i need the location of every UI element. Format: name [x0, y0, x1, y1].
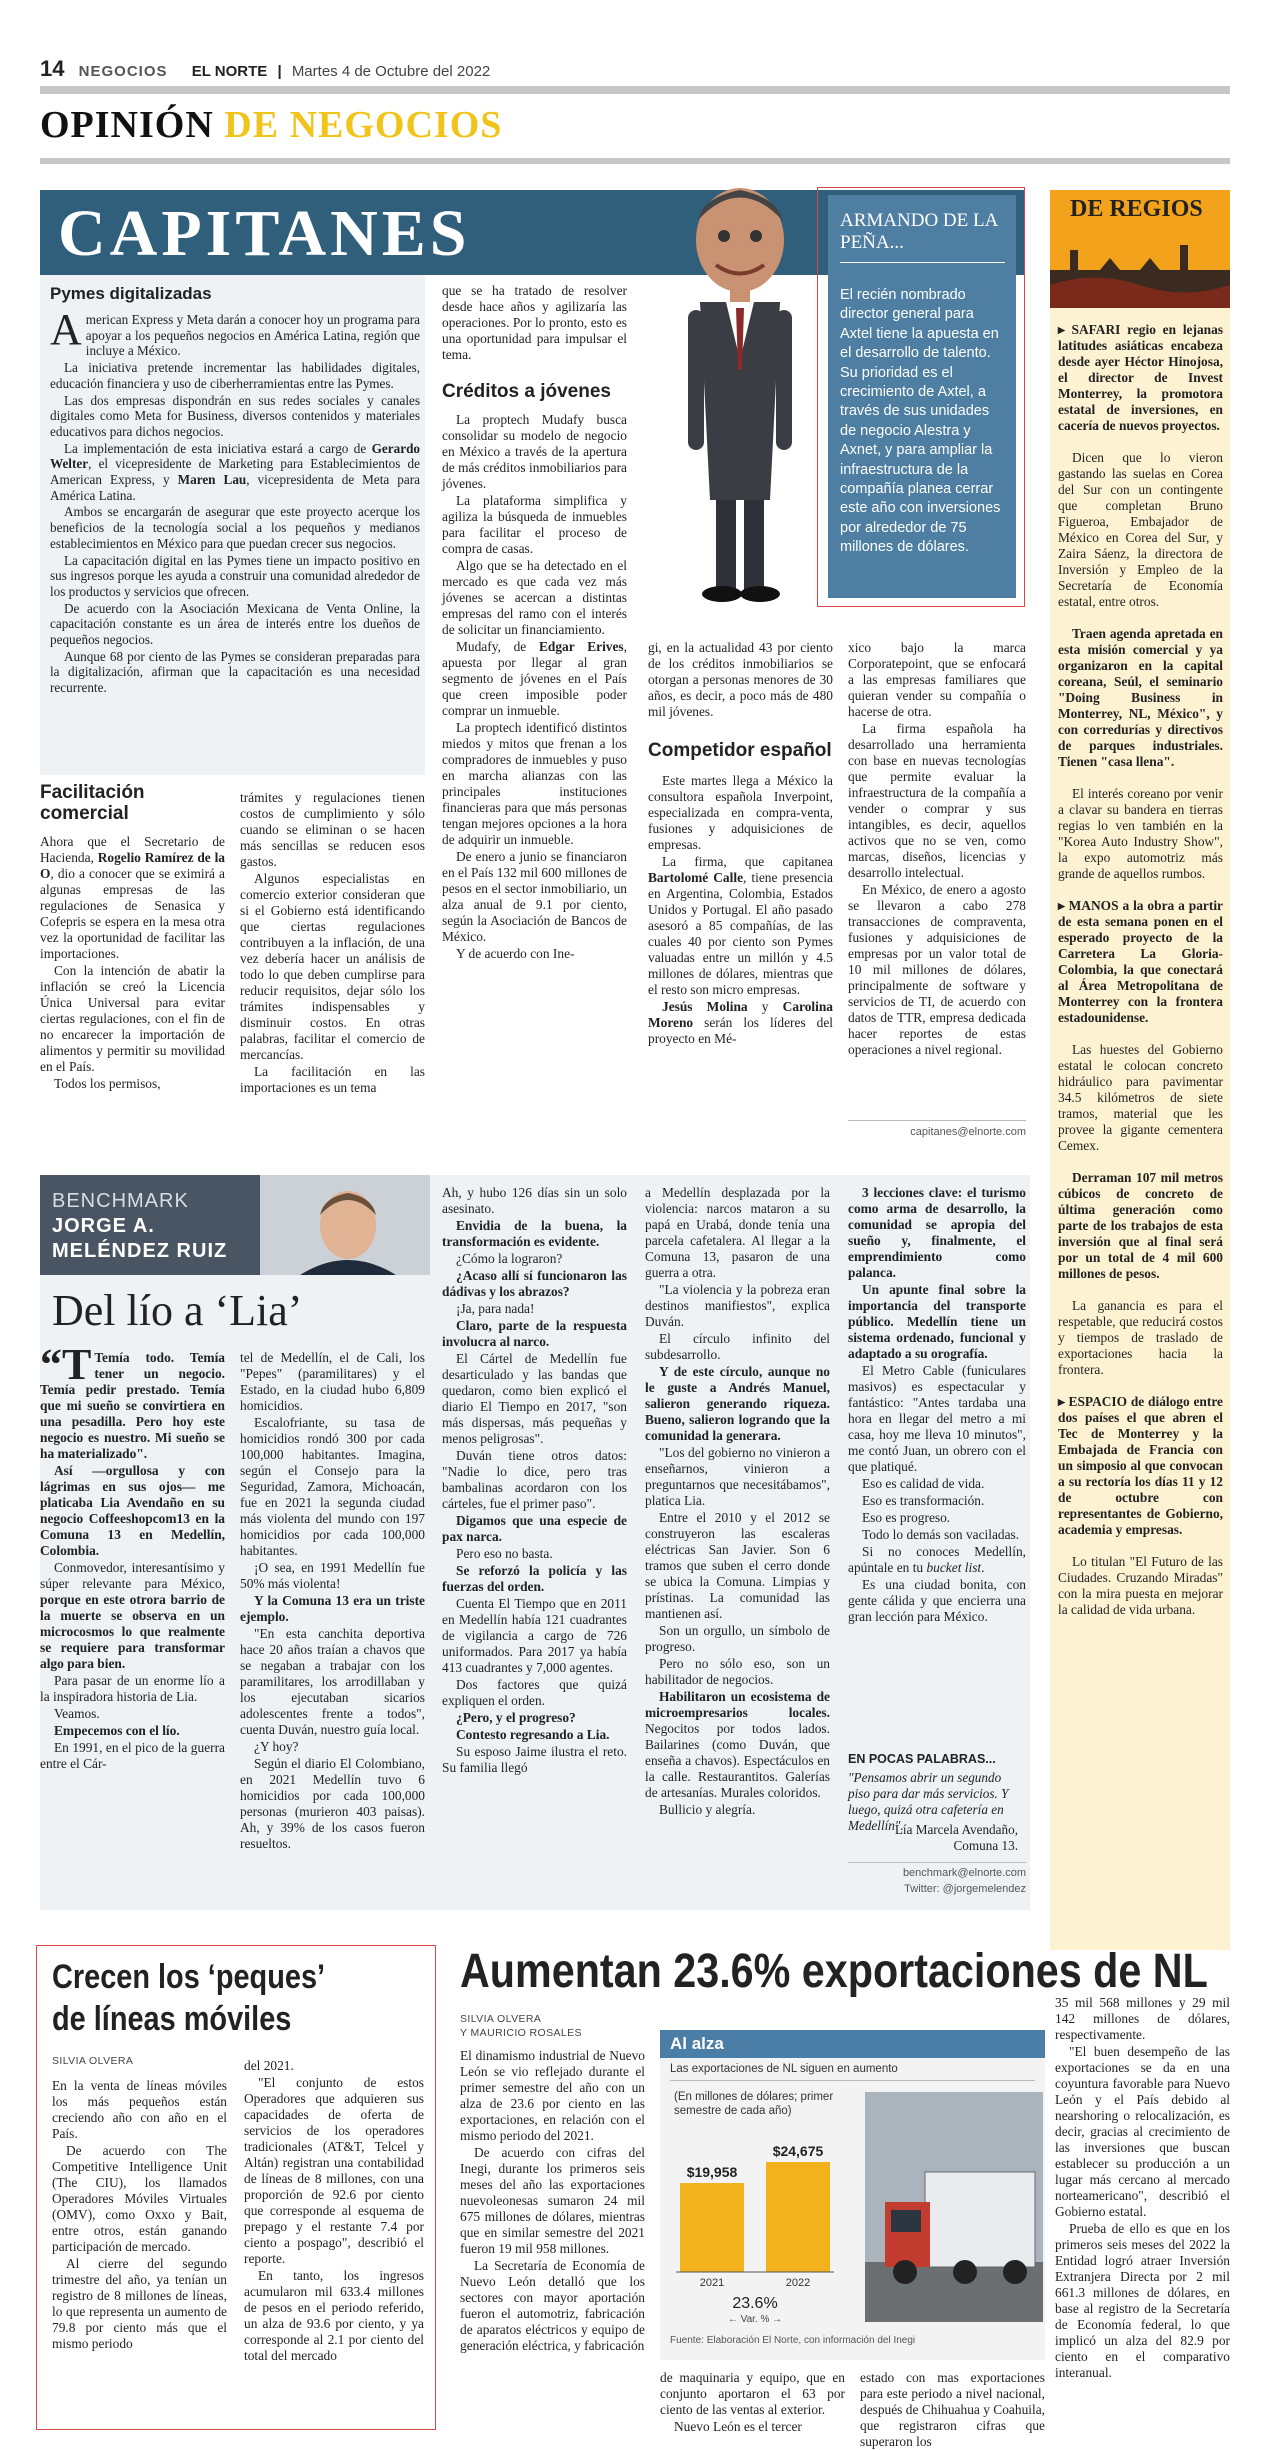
- capitanes-col4: trámites y regulaciones tienen costos de cumplimiento y sólo cuando se eliminan o se hacen más sencillas se reducen esos gastos. Algunos especialistas en comercio exterior consideran que si el Gobierno está identificando que ciertas regulaciones contribuyen a la inflación, de una vez debería hacer un análisis de todo lo que deben cumplirse para reducir requisitos, dejar sólo los trámites indispensables y disminuir costos. En otras palabras, facilitar el comercio de mercancías. La facilitación en las importaciones es un tema: [240, 790, 425, 1095]
- capitanes-title: CAPITANES: [58, 197, 471, 270]
- export-col3: estado con mas exportaciones para este periodo a nivel nacional, después de Chihuahua y Coahuila, que registraron cifras que superaron los: [860, 2370, 1045, 2449]
- regios-title: DE REGIOS: [1070, 196, 1203, 222]
- chart-growth-label: 23.6%: [732, 2295, 778, 2312]
- subhead-creditos: Créditos a jóvenes: [442, 381, 611, 402]
- epp-attribution-place: Comuna 13.: [953, 1838, 1018, 1853]
- paper-name: EL NORTE: [191, 63, 268, 80]
- chart-bar-2022: [766, 2162, 830, 2272]
- executive-caricature: [660, 170, 820, 610]
- chart-title: Al alza: [670, 2034, 724, 2053]
- benchmark-twitter: Twitter: @jorgemelendez: [904, 1883, 1026, 1895]
- benchmark-headline: Del lío a ‘Lia’: [52, 1286, 303, 1335]
- export-headline: Aumentan 23.6% exportaciones de NL: [460, 1945, 1208, 1998]
- peques-byline: SILVIA OLVERA: [52, 2055, 134, 2067]
- export-byline-line1: SILVIA OLVERA: [460, 2013, 542, 2025]
- truck-photo: [865, 2092, 1043, 2322]
- chart-category-label-2021: 2021: [699, 2277, 725, 2289]
- chart-subtitle-rule: [670, 2080, 1035, 2081]
- subhead-competidor: Competidor español: [648, 740, 832, 761]
- capitanes-col3: Facilitación comercial Ahora que el Secretario de Hacienda, Rogelio Ramírez de la O, dio a conocer que se eximirá a algunas empresas de las regulaciones de Senasica y Cofepris se espera en la mesa otra vez la oportunidad de facilitar las importaciones. Con la intención de abatir la inflación se creó la Licencia Única Universal para evitar ciertas regulaciones, con el fin de no encarecer la importación de alimentos y permitir su movilidad en el País. Todos los permisos,: [40, 782, 225, 1091]
- section-name: NEGOCIOS: [78, 63, 168, 80]
- benchmark-author-line2: MELÉNDEZ RUIZ: [52, 1240, 228, 1262]
- export-col2: de maquinaria y equipo, que en conjunto aportaron el 63 por ciento de las ventas al exterior. Nuevo León es el tercer: [660, 2370, 845, 2434]
- chart-source: Fuente: Elaboración El Norte, con información del Inegi: [670, 2335, 916, 2346]
- chart-units-note: (En millones de dólares; primer semestre de cada año): [674, 2091, 834, 2117]
- masthead-rule: [40, 86, 1230, 94]
- sidebar-title-rule: [840, 262, 1005, 263]
- en-pocas-palabras-quote: "Pensamos abrir un segundo piso para dar más servicios. Y luego, quizá otra cafetería en Medellín".: [848, 1770, 1009, 1833]
- chart-bar-2021: [680, 2183, 744, 2272]
- section-title-rule: [40, 158, 1230, 164]
- en-pocas-palabras-title: EN POCAS PALABRAS...: [848, 1752, 996, 1766]
- page-number: 14: [40, 56, 65, 81]
- benchmark-col3: Ah, y hubo 126 días sin un solo asesinato. Envidia de la buena, la transformación es evidente. ¿Cómo la lograron? ¿Acaso allí sí funcionaron las dádivas y los abrazos? ¡Ja, para nada! Claro, parte de la respuesta involucra al narco. El Cártel de Medellín fue desarticulado y las bandas que quedaron, como bien explicó el diario El Tiempo en 2017, "son más dispersas, más pequeñas y menos peligrosas". Duván tiene otros datos: "Nadie lo dice, pero tras bambalinas acordaron con los cárteles, fue el primer paso". Digamos que una especie de pax narca. Pero eso no basta. Se reforzó la policía y las fuerzas del orden. Cuenta El Tiempo que en 2011 en Medellín había 121 cuadrantes de vigilancia a cargo de 726 uniformados. Para 2017 ya había 413 cuadrantes y 7,000 agentes. Dos factores que quizá expliquen el orden. ¿Pero, y el progreso? Contesto regresando a Lia. Su esposo Jaime ilustra el reto. Su familia llegó: [442, 1185, 627, 1775]
- epp-attribution-name: Lía Marcela Avendaño,: [894, 1822, 1018, 1837]
- capitanes-col5: gi, en la actualidad 43 por ciento de los créditos inmobiliarios se otorgan a personas menores de 30 años, es decir, a poco más de 480 mil jóvenes. Competidor español Este martes llega a México la consultora española Inverpoint, especializada en compra-venta, fusiones y adquisiciones de empresas. La firma, que capitanea Bartolomé Calle, tiene presencia en Argentina, Colombia, Estados Unidos y Portugal. El año pasado asesoró a 85 compañías, de las cuales 40 por ciento son Pymes valuadas entre un millón y 4.5 millones de dólares, mientras que el resto son micro empresas. Jesús Molina y Carolina Moreno serán los líderes del proyecto en Mé-: [648, 640, 834, 1046]
- chart-arrow-label: ← Var. % →: [727, 2314, 783, 2325]
- export-chart: [660, 2030, 1045, 2360]
- benchmark-email-rule: [848, 1862, 1026, 1863]
- capitanes-email-rule: [848, 1120, 1026, 1121]
- benchmark-col1: “T Temía todo. Temía tener un negocio. Temía pedir prestado. Temía que mi sueño se convirtiera en una pesadilla. Pero hoy este negocio es nuestro. Mi sueño se ha materializado". Así —orgullosa y con lágrimas en sus ojos— me platicaba Lia Avendaño en su negocio Coffeeshopcom13 en la Comuna 13 en Medellín, Colombia. Conmovedor, interesantísimo y súper relevante para México, porque en este otrora barrio de la muerte se observa en un microcosmos lo que realmente se requiere para transformar algo para bien. Para pasar de un enorme lío a la inspiradora historia de Lia. Veamos. Empecemos con el lío. En 1991, en el pico de la guerra entre el Cár-: [40, 1340, 225, 1771]
- export-byline-line2: Y MAURICIO ROSALES: [460, 2027, 582, 2039]
- export-col1: El dinamismo industrial de Nuevo León se vio reflejado durante el primer semestre del año con un alza de 23.6 por ciento en las exportaciones, en relación con el mismo periodo del 2021. De acuerdo con cifras del Inegi, durante los primeros seis meses del año las exportaciones nuevoleonesas sumaron 24 mil 675 millones de dólares, mientras que en similar semestre del 2021 fueron 19 mil 958 millones. La Secretaría de Economía de Nuevo León detalló que los sectores con mayor aportación fueron el automotriz, fabricación de aparatos eléctricos y equipo de generación eléctrica, y fabricación: [460, 2048, 645, 2353]
- chart-value-label-2021: $19,958: [686, 2164, 738, 2181]
- masthead: 14 NEGOCIOS EL NORTE | Martes 4 de Octubre del 2022: [40, 56, 491, 81]
- benchmark-col4: a Medellín desplazada por la violencia: narcos mataron a su papá en Urabá, donde tenía una parcela cafetalera. Al llegar a la Comuna 13, pasaron de una guerra a otra. "La violencia y la pobreza eran destinos manifiestos", explica Duván. El círculo infinito del subdesarrollo. Y de este círculo, aunque no le guste a Andrés Manuel, salieron generando riqueza. Bueno, salieron logrando que la comunidad la generara. "Los del gobierno no vinieron a enseñarnos, vinieron a preguntarnos que necesitábamos", platica Lia. Entre el 2010 y el 2012 se construyeron las escaleras eléctricas San Javier. Son 6 tramos que suben el cerro donde se ubica la Comuna. Limpias y prístinas. La comunidad las mantienen así. Son un orgullo, un símbolo de progreso. Pero no sólo eso, son un habilitador de negocios. Habilitaron un ecosistema de microempresarios locales. Negocitos por todos lados. Bailarines (como Duván, que enseña a chavos). Espectáculos en la calle. Restaurantitos. Galerías de artesanías. Murales coloridos. Bullicio y alegría.: [645, 1185, 830, 1817]
- chart-subtitle: Las exportaciones de NL siguen en aumento: [670, 2063, 898, 2075]
- peques-col2: del 2021. "El conjunto de estos Operadores que adquieren sus capacidades de oferta de servicios de los operadores tradicionales (AT&T, Telcel y Altán) registran una contabilidad de líneas de 8 millones, con una proporción de 92.6 por ciento que corresponde al esquema de prepago y el restante 7.4 por ciento a pospago", describió el reporte. En tanto, los ingresos acumularon mil 633.4 millones de pesos en el periodo referido, un alza de 93.6 por ciento, y ya corresponde al 2.1 por ciento del total del mercado: [244, 2058, 424, 2363]
- capitanes-col2: que se ha tratado de resolver desde hace años y agilizaría las operaciones. Por lo pronto, esto es una oportunidad para impulsar el tema. Créditos a jóvenes La proptech Mudafy busca consolidar su modelo de negocio en México a través de la apertura de más créditos inmobiliarios para jóvenes. La plataforma simplifica y agiliza la búsqueda de inmuebles para facilitar el proceso de compra de casas. Algo que se ha detectado en el mercado es que cada vez más jóvenes se acercan a distintas empresas del ramo con el interés de solicitar un financiamiento. Mudafy, de Edgar Erives, apuesta por llegar al gran segmento de jóvenes en el País que creen imposible poder comprar un inmueble. La proptech identificó distintos miedos y mitos que frenan a los compradores de inmuebles y puso en marcha alianzas con las principales instituciones financieras para que más personas tengan mejores opciones a la hora de adquirir un inmueble. De enero a junio se financiaron en el País 132 mil 600 millones de pesos en el sector inmobiliario, un alza anual de 9.1 por ciento, según la Asociación de Bancos de México. Y de acuerdo con Ine-: [442, 283, 627, 961]
- benchmark-email: benchmark@elnorte.com: [902, 1867, 1026, 1879]
- peques-headline-line2: de líneas móviles: [52, 2000, 292, 2038]
- section-title: OPINIÓN DE NEGOCIOS: [40, 104, 503, 146]
- chart-plot: [670, 2122, 865, 2325]
- capitanes-col1: Pymes digitalizadas American Express y Meta darán a conocer hoy un programa para apoyar a los pequeños negocios en América Latina, región que incluye a México. La iniciativa pretende incrementar las habilidades digitales, educación financiera y uso de ciberherramientas entre las Pymes. Las dos empresas dispondrán en sus redes sociales y canales digitales como Meta for Business, diversos contenidos y materiales educativos para dichos negocios. La implementación de esta iniciativa estará a cargo de Gerardo Welter, el vicepresidente de Marketing para Establecimientos de American Express, y Maren Lau, vicepresidenta de Meta para América Latina. Ambos se encargarán de asegurar que este proyecto acerque los beneficios de la tecnología social a los pequeños y medianos establecimientos en México para que puedan crecer sus negocios. La capacitación digital en las Pymes tiene un impacto positivo en sus ingresos porque les ayuda a construir una comunidad alrededor de los productos y servicios que ofrecen. De acuerdo con la Asociación Mexicana de Venta Online, la capacitación constante es un área de interés entre los dueños de pequeños negocios. Aunque 68 por ciento de las Pymes se consideran preparadas para la digitalización, afirman que la capacitación es una necesidad recurrente.: [50, 284, 420, 696]
- benchmark-col5: 3 lecciones clave: el turismo como arma de desarrollo, la comunidad se apropia del sueño y, finalmente, el emprendimiento como palanca. Un apunte final sobre la importancia del transporte público. Medellín tiene un sistema ordenado, funcional y adaptado a su orografía. El Metro Cable (funiculares masivos) es espectacular y fantástico: "Antes tardaba una hora en llegar del metro a mi casa, hoy me lleva 10 minutos", me contó Juan, un obrero con el que platiqué. Eso es calidad de vida. Eso es transformación. Eso es progreso. Todo lo demás son vaciladas. Si no conoces Medellín, apúntale en tu bucket list. Es una ciudad bonita, con gente cálida y que encierra una gran lección para México.: [848, 1185, 1026, 1624]
- export-col4: 35 mil 568 millones y 29 mil 142 millones de dólares, respectivamente. "El buen desempeño de las exportaciones se da en una coyuntura favorable para Nuevo León y el País debido al nearshoring o relocalización, es decir, gracias al crecimiento de las inversiones que buscan establecer su producción a un lugar más cercano al mercado norteamericano", describió el Gobierno estatal. Prueba de ello es que en los primeros seis meses del 2022 la Entidad logró atraer Inversión Extranjera Directa por 2 mil 661.3 millones de dólares, en base al registro de la Secretaría de Economía federal, lo que implicó un alza del 82.9 por ciento en el comparativo interanual.: [1055, 1995, 1230, 2380]
- sidebar-title: ARMANDO DE LA PEÑA...: [840, 210, 998, 253]
- peques-headline-line1: Crecen los ‘peques’: [52, 1958, 326, 1996]
- capitanes-col6: xico bajo la marca Corporatepoint, que se enfocará a las empresas familiares que quieran vender su compañía o hacerse de otra. La firma española ha desarrollado una herramienta con base en nuevas tecnologías que permite evaluar la infraestructura de la compañía a vender o comprar y sus intangibles, es decir, aquellos activos que no se ven, como marcas, diseños, licencias y desarrollo intelectual. En México, de enero a agosto se llevaron a cabo 278 transacciones de compraventa, fusiones y adquisiciones de empresas por un valor total de 10 mil millones de dólares, principalmente de software y servicios de TI, de acuerdo con datos de TTR, empresa dedicada hacer reportes de estas operaciones a nivel regional.: [848, 640, 1026, 1057]
- chart-value-label-2022: $24,675: [772, 2143, 824, 2159]
- peques-col1: En la venta de líneas móviles los más pequeños están creciendo año con año en el País. De acuerdo con The Competitive Intelligence Unit (The CIU), los llamados Operadores Móviles Virtuales (OMV), como Oxxo y Bait, entre otros, están ganando participación de mercado. Al cierre del segundo trimestre del año, ya tenían un registro de 8 millones de líneas, lo que representa un aumento de 79.8 por ciento más que el mismo periodo: [52, 2078, 227, 2351]
- subhead-pymes: Pymes digitalizadas: [50, 284, 212, 303]
- benchmark-col2: tel de Medellín, el de Cali, los "Pepes" (paramilitares) y el Estado, en la ciudad hubo 6,809 homicidios. Escalofriante, su tasa de homicidios rondó 300 por cada 100,000 habitantes. Imagina, según el Consejo para la Seguridad, Zamora, Michoacán, fue en 2021 la segunda ciudad más violenta del mundo con 197 homicidios por cada 100,000 habitantes. ¡O sea, en 1991 Medellín fue 50% más violenta! Y la Comuna 13 era un triste ejemplo. "En esta canchita deportiva hace 20 años traían a chavos que se negaban a trabajar con los paramilitares, los arrodillaban y los ejecutaban sicarios adolescentes frente a todos", cuenta Duván, nuestro guía local. ¿Y hoy? Según el diario El Colombiano, en 2021 Medellín tuvo 6 homicidios por cada 100,000 personas (murieron 403 paisas). Ah, y 39% de los casos fueron resueltos.: [240, 1350, 425, 1851]
- benchmark-author-line1: JORGE A.: [52, 1215, 155, 1237]
- author-photo: [260, 1175, 430, 1275]
- benchmark-label: BENCHMARK: [52, 1190, 189, 1212]
- capitanes-email: capitanes@elnorte.com: [910, 1126, 1026, 1138]
- issue-date: Martes 4 de Octubre del 2022: [291, 63, 491, 80]
- regios-text: ▸ SAFARI regio en lejanas latitudes asiáticas encabeza desde ayer Héctor Hinojosa, el director de Invest Monterrey, la promotora estatal de inversiones, en cacería de nuevos proyectos. Dicen que lo vieron gastando las suelas en Corea del Sur con un contingente que completan Bruno Figueroa, Embajador de México en Corea del Sur, y Zaira Sáenz, la directora de Inversión y Empleo de la Secretaría de Economía estatal, entre otros. Traen agenda apretada en esta misión comercial y ya organizaron en la capital coreana, Seúl, el seminario "Doing Business in Monterrey, NL, México", y con corredurías y directivos de parques industriales. Tienen "casa llena". El interés coreano por venir a clavar su bandera en tierras regias lo ven también en la "Korea Auto Industry Show", la expo automotriz más grande de aquellos rumbos. ▸ MANOS a la obra a partir de esta semana ponen en el esperado proyecto de la Carretera La Gloria-Colombia, la que conectará al Área Metropolitana de Monterrey con la frontera estadounidense. Las huestes del Gobierno estatal le colocan concreto hidráulico para pavimentar 34.5 kilómetros de siete tramos, material que les provee la gigante cementera Cemex. Derraman 107 mil metros cúbicos de concreto de última generación como parte de los trabajos de esta inversión que al final será por un total de 4 mil 600 millones de pesos. La ganancia es para el respetable, que reducirá costos y tiempos de traslado de exportaciones hacia la frontera. ▸ ESPACIO de diálogo entre dos países el que abren el Tec de Monterrey y la Embajada de Francia con un simposio al que convocan a su rectoría los días 11 y 12 de octubre con representantes de Gobierno, academia y empresas. Lo titulan "El Futuro de las Ciudades. Cruzando Miradas" con la mira puesta en mejorar la calidad de vida urbana.: [1058, 322, 1223, 1617]
- dropcap: A: [50, 305, 82, 354]
- chart-category-label-2022: 2022: [785, 2277, 811, 2289]
- subhead-facilitacion: Facilitación comercial: [40, 782, 145, 824]
- sidebar-text: El recién nombrado director general para Axtel tiene la apuesta en el desarrollo de talento. Su prioridad es el crecimiento de Axtel, a través de sus unidades de negocio Alestra y Axnet, y para ampliar la infraestructura de la compañía planea cerrar este año con inversiones por alrededor de 75 millones de dólares.: [840, 287, 1001, 556]
